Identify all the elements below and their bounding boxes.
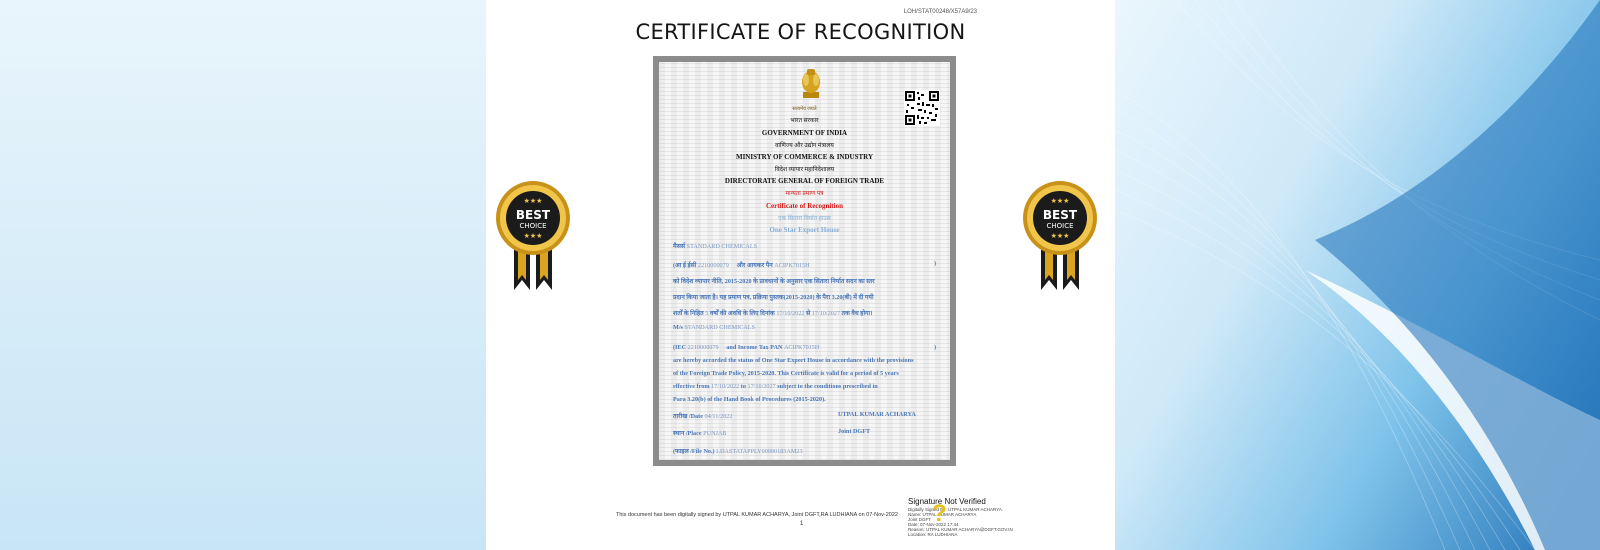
certificate-body (659, 62, 950, 460)
certificate-english: Certificate of Recognition (766, 202, 843, 210)
emblem-motto: सत्यमेव जयते (792, 107, 817, 112)
status-hindi: एक सितारा निर्यात हाउस (778, 216, 831, 222)
signature-unverified-icon: ? (932, 500, 947, 527)
signatory-designation: Joint DGFT (838, 428, 871, 435)
page-title: CERTIFICATE OF RECOGNITION (635, 20, 966, 44)
ministry-hindi: वाणिज्य और उद्योग मंत्रालय (775, 143, 834, 149)
place-line: स्थान /Place PUNJAB Joint DGFT (673, 428, 871, 437)
status-english: One Star Export House (769, 226, 840, 234)
digital-signature-note: This document has been digitally signed by UTPAL KUMAR ACHARYA, Joint DGFT,RA LUDHIANA on 07-Nov-2022 (616, 512, 898, 518)
body-line-11: Para 3.20(b) of the Hand Book of Procedures (2015-2020). (673, 396, 826, 403)
best-choice-badge-right (1021, 180, 1099, 298)
wave-lines-decoration (1115, 0, 1600, 550)
page-number: 1 (800, 521, 804, 527)
govt-english: GOVERNMENT OF INDIA (761, 129, 848, 137)
firm-line-english: M/s STANDARD CHEMICALS (673, 324, 756, 331)
badge-label-bottom: CHOICE (1046, 222, 1074, 230)
body-line-8: are hereby accorded the status of One Star Export House in accordance with the provisions (673, 357, 914, 364)
certificate-frame (653, 56, 956, 466)
certificate-hindi: मान्यता प्रमाण पत्र (785, 191, 824, 197)
dgft-hindi: विदेश व्यापार महानिदेशालय (774, 167, 835, 173)
body-line-3: को विदेश व्यापार नीति, 2015-2020 के प्रावधानों के अनुसार एक सितारा निर्यात सदन का स्तर (673, 278, 875, 285)
validity-line-hindi: शर्तों के निहित 5 वर्षों की अवधि के लिए दिनांक 17/10/2022 से 17/10/2027 तक वैध होगा। (673, 310, 873, 317)
ministry-english: MINISTRY OF COMMERCE & INDUSTRY (735, 153, 874, 161)
reference-code: LOH/STAT00248/X57A9/23 (903, 9, 977, 15)
best-choice-badge-left (494, 180, 572, 298)
signature-details: Digitally Signed By: UTPAL KUMAR ACHARYA Name: UTPAL KUMAR ACHARYA Joint DGFT Date: 07-Nov-2022 17:44 Reason: UTPAL KUMAR ACHARYA@DGFT.GOV.IN Location: RA LUDHIANA (908, 507, 1013, 537)
date-line: तारीख /Date 04/11/2022 UTPAL KUMAR ACHARYA (673, 411, 916, 420)
body-line-4: प्रदान किया जाता है। यह प्रमाण पत्र, प्रक्रिया पुस्तक(2015-2020) के पैरा 3.20(बी) में दी गयी (673, 294, 874, 301)
badge-label-top: BEST (1042, 208, 1078, 222)
badge-stars-top: ★★★ (1050, 197, 1070, 205)
badge-stars-top: ★★★ (523, 197, 543, 205)
iec-line-english: (IEC 2210000079 and Income Tax PAN ACIPK7015H ) (673, 344, 936, 351)
body-line-9: of the Foreign Trade Policy, 2015-2020. This Certificate is valid for a period of 5 years (673, 370, 899, 377)
right-background-waves (1115, 0, 1600, 550)
signature-status: Signature Not Verified (908, 497, 986, 506)
validity-line-english: effective from 17/10/2022 to 17/10/2027 subject to the conditions prescribed in (673, 383, 878, 390)
iec-line-hindi: (आ ई ईसी 2210000079 और आयकर पैन ACIPK7015H ) (673, 260, 936, 269)
national-emblem-icon (797, 66, 825, 106)
firm-line-hindi: मैसर्स STANDARD CHEMICALS (673, 243, 758, 250)
badge-stars-bottom: ★★★ (523, 232, 543, 240)
badge-stars-bottom: ★★★ (1050, 232, 1070, 240)
dgft-english: DIRECTORATE GENERAL OF FOREIGN TRADE (724, 177, 885, 185)
badge-label-top: BEST (515, 208, 551, 222)
file-number-line: (फाइल /File No.) LDASTATAPPLY00000183AM23 (673, 448, 803, 455)
govt-hindi: भारत सरकार (790, 118, 819, 124)
signatory-name: UTPAL KUMAR ACHARYA (838, 411, 916, 418)
left-background (0, 0, 486, 550)
badge-label-bottom: CHOICE (519, 222, 547, 230)
